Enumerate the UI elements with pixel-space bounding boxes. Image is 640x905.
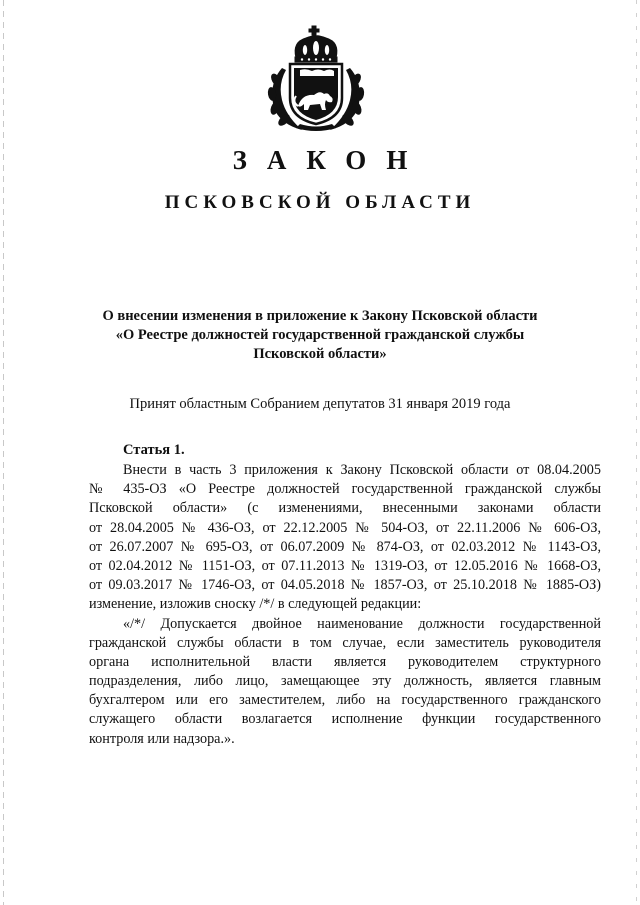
article-heading: Статья 1. [123,442,185,458]
pskov-coat-of-arms-icon [262,24,370,134]
law-subject-line: «О Реестре должностей государственной гражданской службы [115,327,525,343]
article-line: Внести в часть 3 приложения к Закону Псковской области от 08.04.2005 [123,462,601,478]
law-subject-line: Псковской области» [253,346,387,362]
article-line: от 28.04.2005 № 436-ОЗ, от 22.12.2005 № 504-ОЗ, от 22.11.2006 № 606-ОЗ, [89,519,601,536]
scan-edge-right [636,0,637,905]
footnote-line: контроля или надзора.». [89,730,235,747]
adoption-statement: Принят областным Собранием депутатов 31 января 2019 года [129,396,511,412]
footnote-line: гражданской службы области в том случае, если заместитель руководителя [89,634,601,651]
footnote-line: подразделения, либо лицо, замещающее эту должность, является главным [89,673,601,690]
article-line: № 435-ОЗ «О Реестре должностей государственной гражданской службы [89,481,601,498]
scan-edge-left [3,0,4,905]
footnote-line: органа исполнительной власти является руководителем структурного [89,653,601,670]
footnote-line: бухгалтером или его заместителем, либо на государственного гражданского [89,692,601,709]
footnote-line: «/*/ Допускается двойное наименование должности государственной [123,615,601,632]
law-subject [90,307,550,364]
law-subject-line: О внесении изменения в приложение к Закону Псковской области [102,308,538,324]
article-line: Псковской области» (с изменениями, внесенными законами области [89,500,601,517]
article-line: от 02.04.2012 № 1151-ОЗ, от 07.11.2013 № 1319-ОЗ, от 12.05.2016 № 1668-ОЗ, [89,557,601,574]
article-line: изменение, изложив сноску /*/ в следующей редакции: [89,596,422,613]
region-title: ПСКОВСКОЙ ОБЛАСТИ [164,192,476,213]
article-line: от 09.03.2017 № 1746-ОЗ, от 04.05.2018 № 1857-ОЗ, от 25.10.2018 № 1885-ОЗ) [89,577,601,594]
law-title: ЗАКОН [232,145,428,175]
article-line: от 26.07.2007 № 695-ОЗ, от 06.07.2009 № 874-ОЗ, от 02.03.2012 № 1143-ОЗ, [89,538,601,555]
article-body [89,461,601,749]
footnote-line: служащего области возлагается исполнение функции государственного [89,711,601,728]
